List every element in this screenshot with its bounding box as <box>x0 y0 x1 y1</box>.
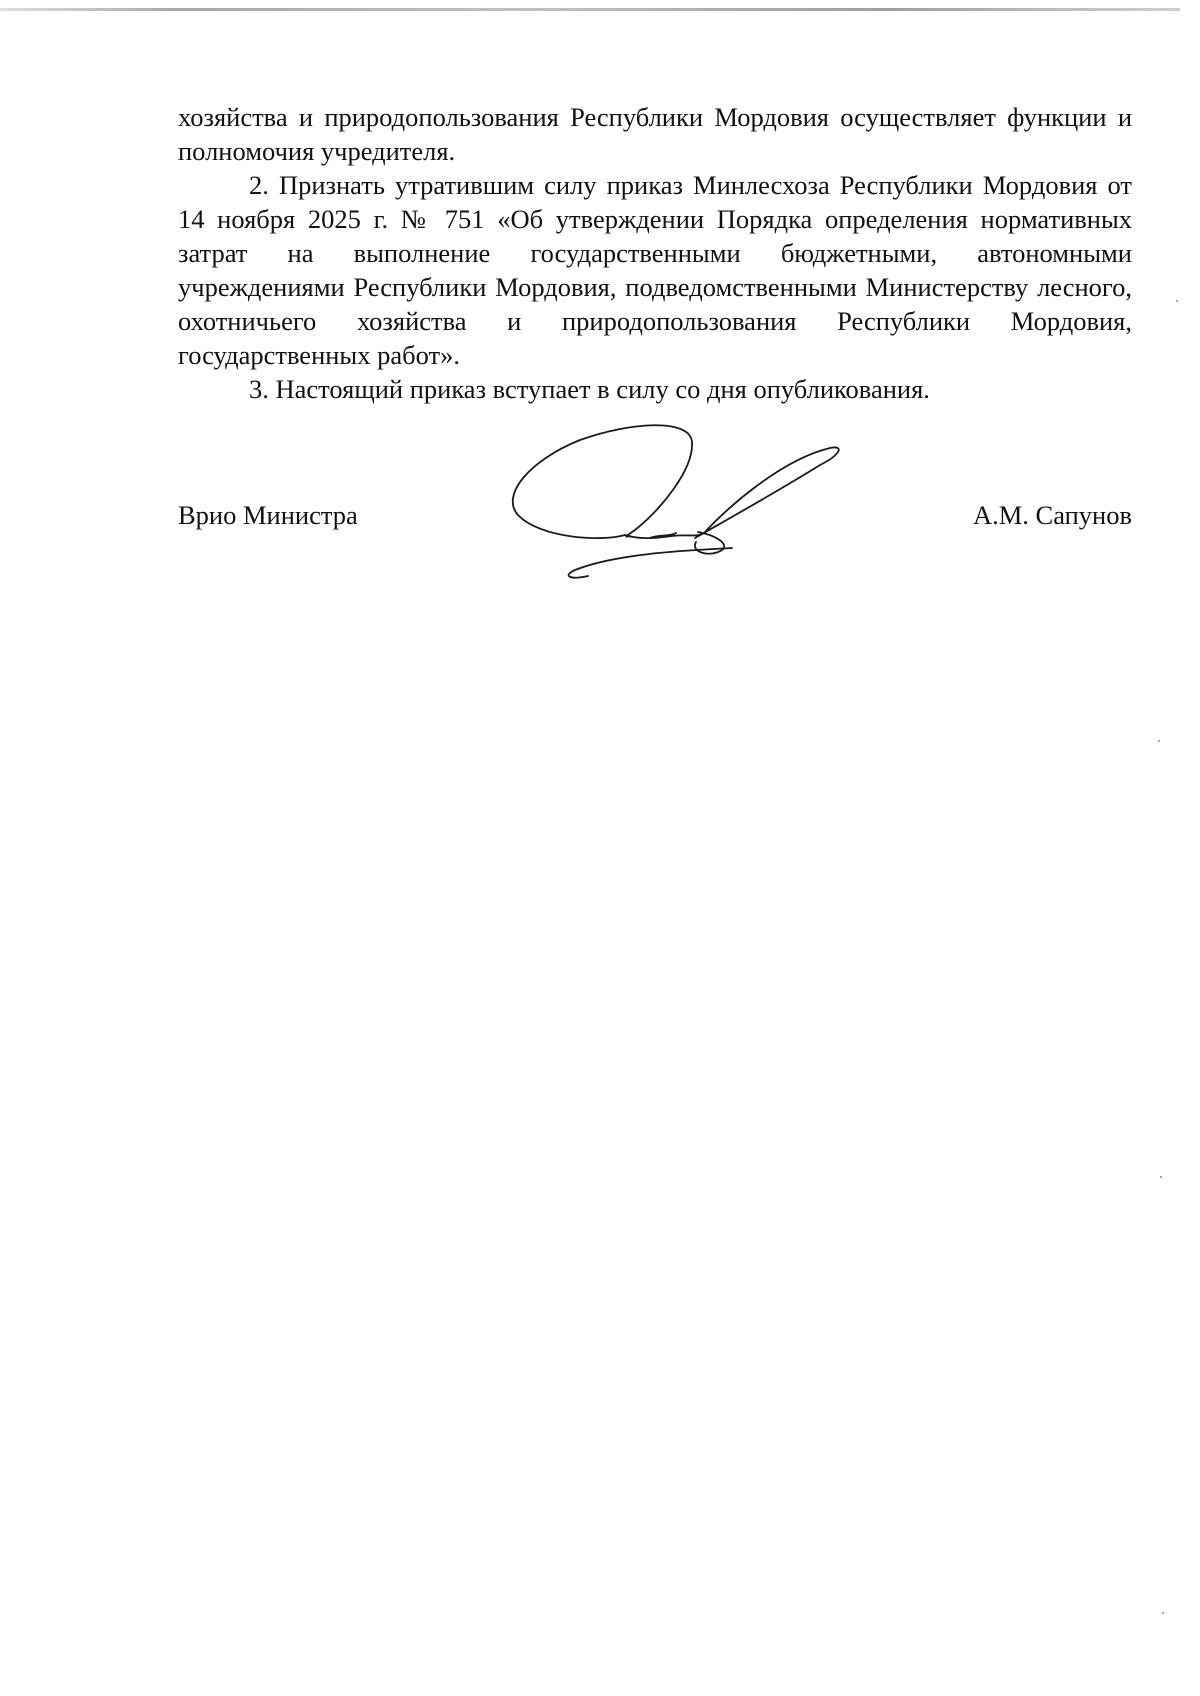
signatory-name: А.М. Сапунов <box>972 500 1132 530</box>
scan-speck <box>1160 1176 1162 1178</box>
paragraph-item-2: 2. Признать утратившим силу приказ Минлесхоза Республики Мордовия от 14 ноября 2025 г. № 751 «Об утверждении Порядка определения нормативных затрат на выполнение государственными бюджетными, автономными учреждениями Республики Мордовия, подведомственными Министерству лесного, охотничьего хозяйства и природопользования Республики Мордовия, государственных работ». <box>178 170 1132 370</box>
signatory-role: Врио Министра <box>178 500 358 530</box>
scan-speck <box>1158 740 1160 742</box>
handwritten-signature <box>500 420 860 585</box>
document-body <box>178 100 1132 406</box>
scan-speck <box>1162 1612 1164 1614</box>
paragraph-item-3: 3. Настоящий приказ вступает в силу со дня опубликования. <box>249 374 930 404</box>
scan-top-edge <box>0 8 1180 11</box>
paragraph-continuation: хозяйства и природопользования Республики Мордовия осуществляет функции и полномочия учредителя. <box>178 102 1132 166</box>
scan-speck <box>1176 300 1178 302</box>
